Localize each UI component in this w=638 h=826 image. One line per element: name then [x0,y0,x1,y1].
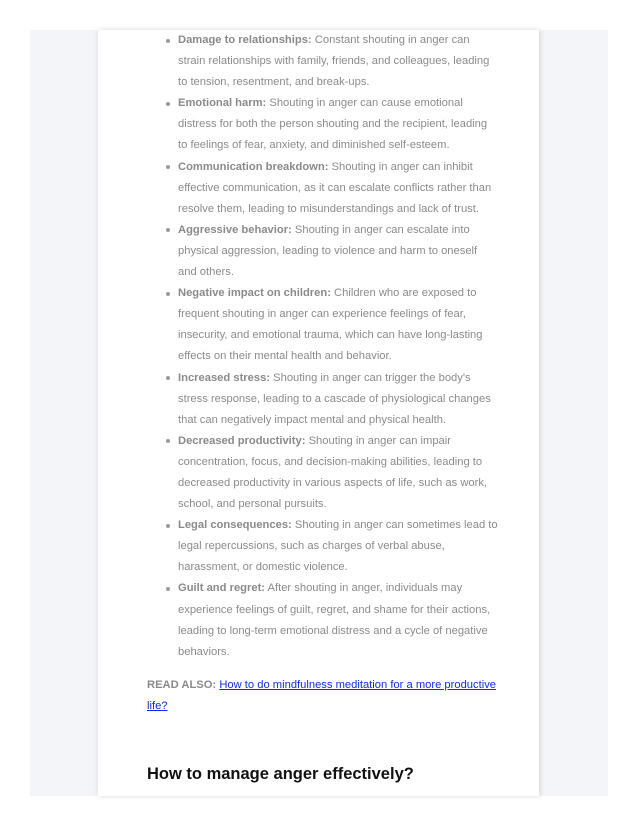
list-item-text: Constant shouting in anger can strain relationships with family, friends, and colleagues, leading to tension, resentment, and break-ups. [178,34,490,89]
list-item [178,157,498,220]
list-item [178,283,498,367]
list-item-text: Shouting in anger can inhibit effective communication, as it can escalate conflicts rather than resolve them, leading to misunderstandings and lack of trust. [178,160,492,215]
list-item-title: Legal consequences: [178,519,292,532]
list-item-text: Shouting in anger can trigger the body's stress response, leading to a cascade of physiological changes that can negatively impact mental and physical health. [178,371,491,426]
list-item-title: Increased stress: [178,371,271,384]
list-item [178,515,498,578]
effects-list [178,30,498,663]
list-item-text: After shouting in anger, individuals may experience feelings of guilt, regret, and shame for their actions, leading to long-term emotional distress and a cycle of negative behaviors. [178,582,491,658]
list-item-text: Shouting in anger can impair concentration, focus, and decision-making abilities, leading to decreased productivity in various aspects of life, such as work, school, and personal pursuits. [178,434,488,511]
list-item [178,30,498,93]
list-item-text: Shouting in anger can escalate into physical aggression, leading to violence and harm to oneself and others. [178,223,478,279]
list-item-text: Children who are exposed to frequent shouting in anger can experience feelings of fear, insecurity, and emotional trauma, which can have long-lasting effects on their mental health and behavior. [178,287,483,363]
list-item-title: Damage to relationships: [178,34,312,46]
list-item-title: Emotional harm: [178,97,267,110]
read-also-label: READ ALSO: [147,679,217,691]
list-item-title: Negative impact on children: [178,287,331,300]
list-item [178,431,498,515]
list-item-title: Communication breakdown: [178,160,329,173]
list-item [178,368,498,431]
list-item-title: Decreased productivity: [178,434,306,447]
list-item-title: Aggressive behavior: [178,223,292,236]
list-item [178,220,498,283]
list-item-text: Shouting in anger can sometimes lead to legal repercussions, such as charges of verbal abuse, harassment, or domestic violence. [178,519,498,574]
read-also-link[interactable]: How to do mindfulness meditation for a more productive life? [147,679,497,712]
section-heading: How to manage anger effectively? [147,765,414,783]
list-item [178,93,498,156]
read-also [147,675,497,717]
list-item-text: Shouting in anger can cause emotional distress for both the person shouting and the recipient, leading to feelings of fear, anxiety, and diminished self-esteem. [178,97,488,152]
list-item [178,578,498,662]
list-item-title: Guilt and regret: [178,582,266,595]
